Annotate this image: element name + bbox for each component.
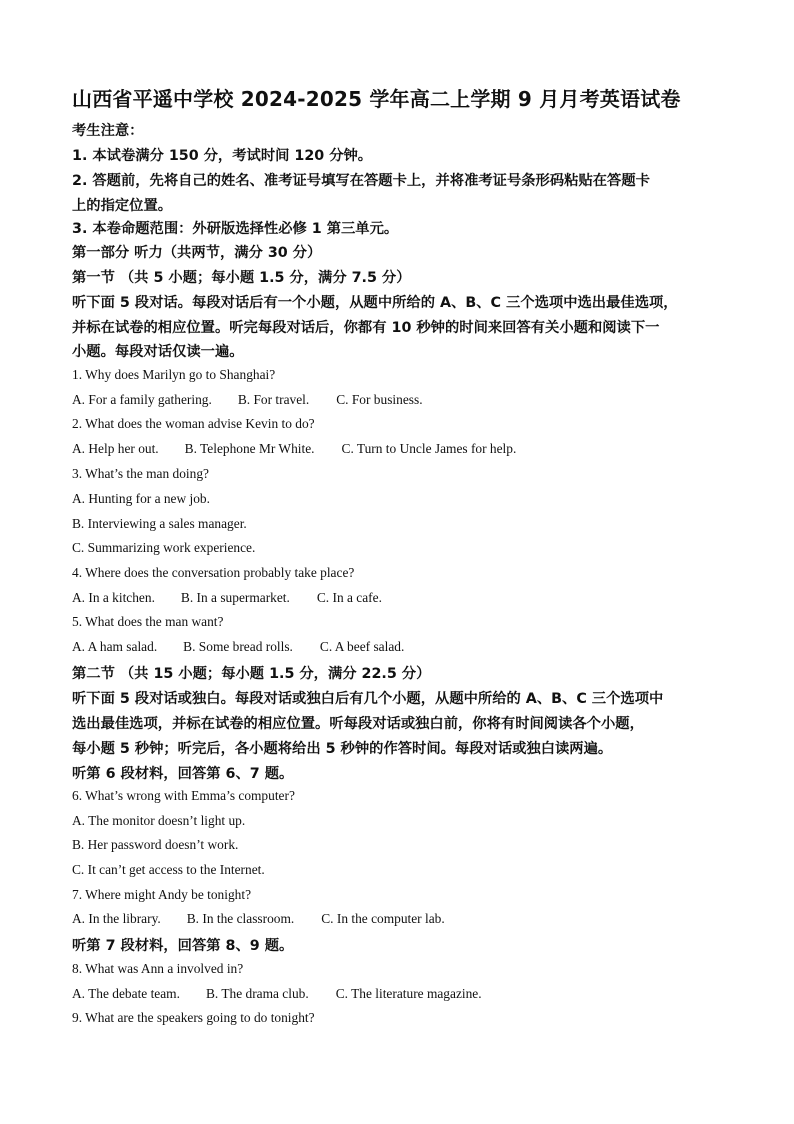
q6-option-c: C. It can’t get access to the Internet. bbox=[72, 862, 265, 877]
q7-option-a: A. In the library. bbox=[72, 911, 161, 926]
question-4-options bbox=[72, 590, 382, 606]
q5-option-c: C. A beef salad. bbox=[319, 639, 405, 654]
q3-option-b: B. Interviewing a sales manager. bbox=[72, 516, 247, 531]
q1-option-b: B. For travel. bbox=[237, 392, 310, 407]
q1-option-c: C. For business. bbox=[336, 392, 423, 407]
q2-option-c: C. Turn to Uncle James for help. bbox=[341, 441, 517, 456]
q7-option-c: C. In the computer lab. bbox=[321, 911, 445, 926]
section2-instruction-line-1: 听下面 5 段对话或独白。每段对话或独白后有几个小题，从题中所给的 A、B、C 三个选项中 bbox=[72, 691, 664, 707]
question-2-options bbox=[72, 441, 516, 457]
q2-option-b: B. Telephone Mr White. bbox=[184, 441, 315, 456]
q1-option-a: A. For a family gathering. bbox=[72, 392, 212, 407]
q5-option-b: B. Some bread rolls. bbox=[183, 639, 293, 654]
question-1-stem: 1. Why does Marilyn go to Shanghai? bbox=[72, 367, 276, 382]
section1-instruction-line-1: 听下面 5 段对话。每段对话后有一个小题，从题中所给的 A、B、C 三个选项中选出最佳选项， bbox=[72, 295, 678, 311]
question-7-stem: 7. Where might Andy be tonight? bbox=[72, 887, 252, 902]
q5-option-a: A. A ham salad. bbox=[72, 639, 158, 654]
section1-instruction-line-3: 小题。每段对话仅读一遍。 bbox=[72, 344, 244, 360]
material-6-heading: 听第 6 段材料，回答第 6、7 题。 bbox=[72, 766, 294, 782]
notice-item-2-line-1: 2. 答题前，先将自己的姓名、准考证号填写在答题卡上，并将准考证号条形码粘贴在答题卡 bbox=[72, 173, 650, 189]
question-3-stem: 3. What’s the man doing? bbox=[72, 466, 209, 481]
q4-option-b: B. In a supermarket. bbox=[180, 590, 290, 605]
question-9-stem: 9. What are the speakers going to do tonight? bbox=[72, 1010, 315, 1025]
section1-instruction-line-2: 并标在试卷的相应位置。听完每段对话后，你都有 10 秒钟的时间来回答有关小题和阅读下一 bbox=[72, 320, 660, 336]
question-8-stem: 8. What was Ann a involved in? bbox=[72, 961, 244, 976]
section2-instruction-line-3: 每小题 5 秒钟；听完后，各小题将给出 5 秒钟的作答时间。每段对话或独白读两遍。 bbox=[72, 741, 613, 757]
q6-option-b: B. Her password doesn’t work. bbox=[72, 837, 239, 852]
q2-option-a: A. Help her out. bbox=[72, 441, 159, 456]
part1-heading: 第一部分 听力（共两节，满分 30 分） bbox=[72, 245, 322, 261]
question-6-stem: 6. What’s wrong with Emma’s computer? bbox=[72, 788, 295, 803]
question-4-stem: 4. Where does the conversation probably take place? bbox=[72, 565, 355, 580]
question-5-stem: 5. What does the man want? bbox=[72, 614, 224, 629]
notice-item-1: 1. 本试卷满分 150 分，考试时间 120 分钟。 bbox=[72, 148, 373, 164]
notice-heading: 考生注意： bbox=[72, 123, 144, 139]
notice-item-2-line-2: 上的指定位置。 bbox=[72, 198, 173, 214]
question-8-options bbox=[72, 986, 482, 1002]
q3-option-c: C. Summarizing work experience. bbox=[72, 540, 256, 555]
q4-option-a: A. In a kitchen. bbox=[72, 590, 155, 605]
material-7-heading: 听第 7 段材料，回答第 8、9 题。 bbox=[72, 938, 294, 954]
question-1-options bbox=[72, 392, 423, 408]
question-2-stem: 2. What does the woman advise Kevin to do? bbox=[72, 416, 315, 431]
q3-option-a: A. Hunting for a new job. bbox=[72, 491, 210, 506]
q8-option-a: A. The debate team. bbox=[72, 986, 180, 1001]
section2-instruction-line-2: 选出最佳选项，并标在试卷的相应位置。听每段对话或独白前，你将有时间阅读各个小题， bbox=[72, 716, 644, 732]
q4-option-c: C. In a cafe. bbox=[316, 590, 382, 605]
question-5-options bbox=[72, 639, 404, 655]
q6-option-a: A. The monitor doesn’t light up. bbox=[72, 813, 246, 828]
exam-title: 山西省平遥中学校 2024-2025 学年高二上学期 9 月月考英语试卷 bbox=[72, 87, 681, 111]
q7-option-b: B. In the classroom. bbox=[186, 911, 295, 926]
notice-item-3: 3. 本卷命题范围：外研版选择性必修 1 第三单元。 bbox=[72, 221, 399, 237]
q8-option-b: B. The drama club. bbox=[205, 986, 309, 1001]
section1-heading: 第一节 （共 5 小题；每小题 1.5 分，满分 7.5 分） bbox=[72, 270, 411, 286]
q8-option-c: C. The literature magazine. bbox=[335, 986, 482, 1001]
section2-heading: 第二节 （共 15 小题；每小题 1.5 分，满分 22.5 分） bbox=[72, 666, 431, 682]
question-7-options bbox=[72, 911, 445, 927]
